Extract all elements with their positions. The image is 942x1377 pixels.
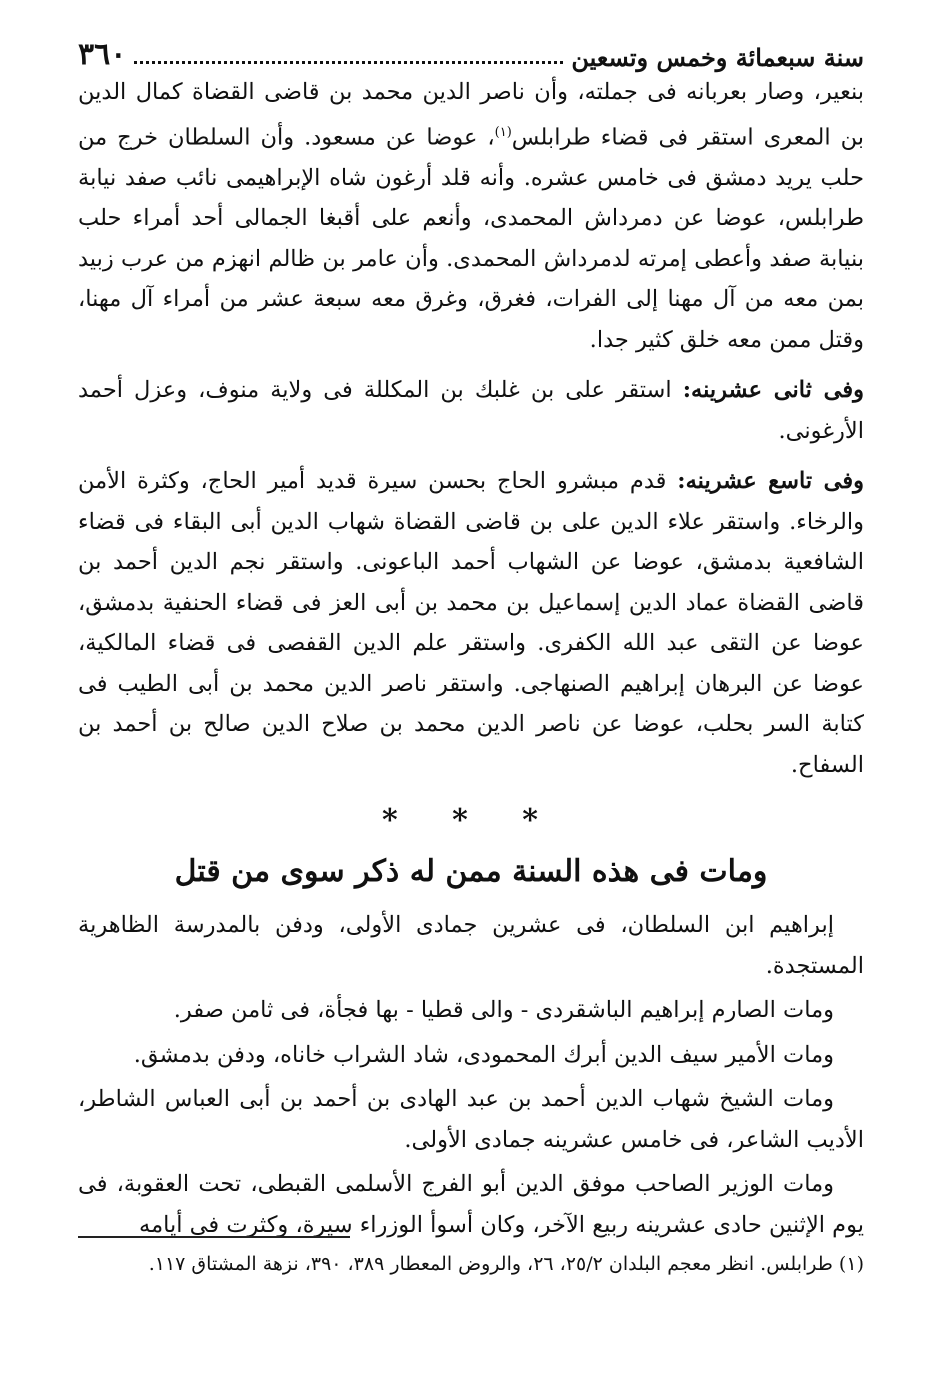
body-text	[78, 72, 864, 1249]
running-title: سنة سبعمائة وخمس وتسعين	[571, 43, 864, 72]
running-header	[78, 28, 864, 72]
paragraph-3	[78, 461, 864, 785]
header-dot-leader	[134, 60, 563, 64]
footnote-marker: (١)	[494, 124, 512, 140]
paragraph-2	[78, 370, 864, 451]
section-title: ومات فى هذه السنة ممن له ذكر سوى من قتل	[174, 854, 768, 889]
death-entry: ومات الشيخ شهاب الدين أحمد بن عبد الهادى بن أحمد بن أبى العباس الشاطر، الأديب الشاعر، فى خامس عشرينه جمادى الأولى.	[78, 1086, 864, 1153]
death-entry: ومات الأمير سيف الدين أبرك المحمودى، شاد الشراب خاناه، ودفن بدمشق.	[133, 1041, 834, 1068]
paragraph-1-continuation: ، عوضا عن مسعود. وأن السلطان خرج من حلب يريد دمشق فى خامس عشره. وأنه قلد أرغون شاه الإبراهيمى نائب صفد نيابة طرابلس، عوضا عن دمرداش المحمدى، وأنعم على أقبغا الجمالى أحد أمراء حلب بنيابة صفد وأعطى إمرته لدمرداش المحمدى. وأن عامر بن ظالم انهزم من عرب زبيد بمن معه من آل مهنا إلى الفرات، فغرق، وغرق معه سبعة عشر من أمراء آل مهنا، وقتل ممن معه خلق كثير جدا.	[78, 124, 864, 353]
footnote: (١) طرابلس. انظر معجم البلدان ٢٥/٢، ٢٦، والروض المعطار ٣٨٩، ٣٩٠، نزهة المشتاق ١١٧.	[148, 1253, 864, 1275]
death-entry: إبراهيم ابن السلطان، فى عشرين جمادى الأولى، ودفن بالمدرسة الظاهرية المستجدة.	[78, 912, 864, 979]
section-separator: * * *	[382, 803, 560, 838]
paragraph-1-text: بنعير، وصار بعربانه فى جملته، وأن ناصر الدين محمد بن قاضى القضاة كمال الدين بن المعرى استقر فى قضاء طرابلس	[78, 79, 864, 150]
paragraph-1	[78, 72, 864, 360]
footnote-rule	[78, 1236, 350, 1238]
death-entry: ومات الصارم إبراهيم الباشقردى - والى قطيا - بها فجأة، فى ثامن صفر.	[173, 997, 834, 1023]
paragraph-3-lead: وفى تاسع عشرينه:	[677, 468, 864, 494]
paragraph-3-text: قدم مبشرو الحاج بحسن سيرة قديد أمير الحاج، وكثرة الأمن والرخاء. واستقر علاء الدين على بن قاضى القضاة شهاب الدين أبى البقاء فى قضاء الشافعية بدمشق، عوضا عن الشهاب أحمد الباعونى. واستقر نجم الدين أحمد بن قاضى القضاة عماد الدين إسماعيل بن محمد بن أبى العز فى قضاء الحنفية بدمشق، عوضا عن التقى عبد الله الكفرى. واستقر علم الدين القفصى فى قضاء المالكية، عوضا عن البرهان إبراهيم الصنهاجى. واستقر ناصر الدين محمد بن أبى الطيب فى كتابة السر بحلب، عوضا عن ناصر الدين محمد بن صلاح الدين صالح بن أحمد بن السفاح.	[78, 468, 864, 778]
death-entry: ومات الوزير الصاحب موفق الدين أبو الفرج الأسلمى القبطى، تحت العقوبة، فى يوم الإثنين حادى عشرينه ربيع الآخر، وكان أسوأ الوزراء سيرة، وكثرت فى أيامه	[78, 1171, 864, 1238]
paragraph-2-lead: وفى ثانى عشرينه:	[682, 377, 864, 403]
page-number: ٣٦٠	[78, 37, 127, 72]
paragraph-2-text: استقر على بن غلبك بن المكللة فى ولاية منوف، وعزل أحمد الأرغونى.	[78, 377, 864, 444]
